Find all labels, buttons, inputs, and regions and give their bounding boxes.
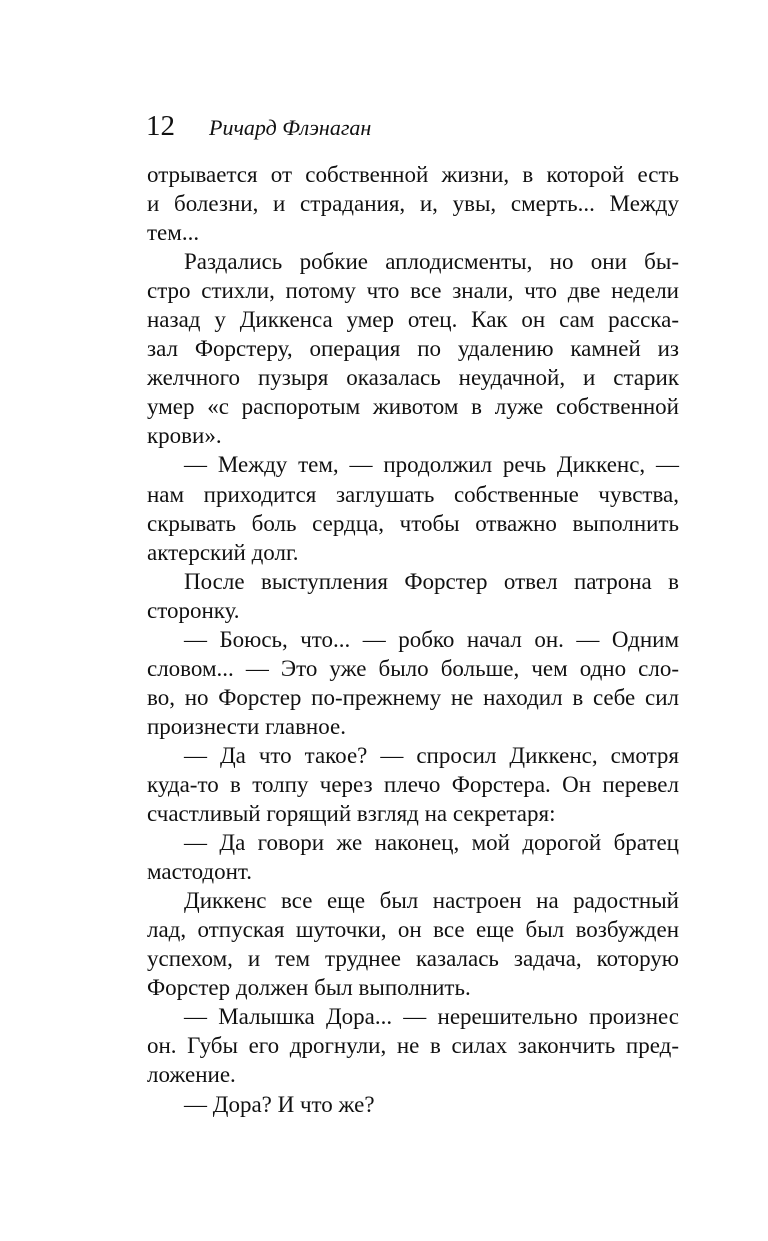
paragraph-9: [147, 1002, 679, 1089]
text-line: скрывать боль сердца, чтобы отважно выполнить: [147, 510, 679, 536]
text-line: зал Форстеру, операция по удалению камней из: [147, 336, 679, 362]
paragraph-7: [147, 828, 679, 886]
text-line: он. Губы его дрогнули, не в силах закончить пред-: [147, 1033, 679, 1059]
text-line: Форстер должен был выполнить.: [147, 975, 471, 1001]
text-line: — Между тем, — продолжил речь Диккенс, —: [184, 452, 679, 478]
text-line: тем...: [147, 220, 200, 246]
text-line: крови».: [147, 423, 222, 449]
text-line: отрывается от собственной жизни, в которой есть: [147, 162, 679, 187]
text-line: — Боюсь, что... — робко начал он. — Одним: [184, 626, 679, 652]
text-line: лад, отпуская шуточки, он все еще был возбужден: [147, 917, 679, 943]
text-body: [147, 160, 679, 1119]
running-head: [146, 106, 371, 146]
paragraph-4: [147, 567, 679, 625]
paragraph-2: [147, 247, 679, 450]
running-title: Ричард Флэнаган: [209, 115, 372, 140]
text-line: — Дора? И что же?: [184, 1091, 375, 1117]
text-line: После выступления Форстер отвел патрона в: [184, 568, 679, 594]
text-line: куда-то в толпу через плечо Форстера. Он перевел: [147, 771, 679, 797]
text-line: желчного пузыря оказалась неудачной, и старик: [147, 365, 679, 391]
text-line: словом... — Это уже было больше, чем одно сло-: [147, 655, 679, 681]
text-line: ложение.: [147, 1062, 236, 1088]
text-line: Диккенс все еще был настроен на радостный: [184, 888, 679, 914]
text-line: — Да что такое? — спросил Диккенс, смотря: [184, 742, 679, 768]
text-line: умер «с распоротым животом в луже собственной: [147, 394, 679, 420]
text-line: произнести главное.: [147, 713, 346, 739]
text-line: счастливый горящий взгляд на секретаря:: [147, 801, 556, 827]
text-line: стро стихли, потому что все знали, что две недели: [147, 278, 679, 304]
paragraph-8: [147, 886, 679, 1002]
paragraph-10: [147, 1090, 679, 1119]
text-line: Раздались робкие аплодисменты, но они бы-: [184, 249, 679, 275]
page-number: 12: [146, 110, 175, 142]
text-line: актерский долг.: [147, 539, 299, 565]
text-line: сторонку.: [147, 597, 240, 623]
text-line: — Малышка Дора... — нерешительно произнес: [184, 1004, 679, 1030]
paragraph-3: [147, 450, 679, 566]
text-line: — Да говори же наконец, мой дорогой братец: [184, 830, 679, 856]
text-line: успехом, и тем труднее казалась задача, которую: [147, 946, 679, 972]
text-line: мастодонт.: [147, 859, 252, 885]
text-line: во, но Форстер по-прежнему не находил в себе сил: [147, 684, 679, 710]
paragraph-1: [147, 160, 679, 247]
paragraph-6: [147, 741, 679, 828]
text-line: и болезни, и страдания, и, увы, смерть... Между: [147, 191, 679, 217]
paragraph-5: [147, 625, 679, 741]
text-line: нам приходится заглушать собственные чувства,: [147, 481, 679, 507]
text-line: назад у Диккенса умер отец. Как он сам расска-: [147, 307, 679, 333]
